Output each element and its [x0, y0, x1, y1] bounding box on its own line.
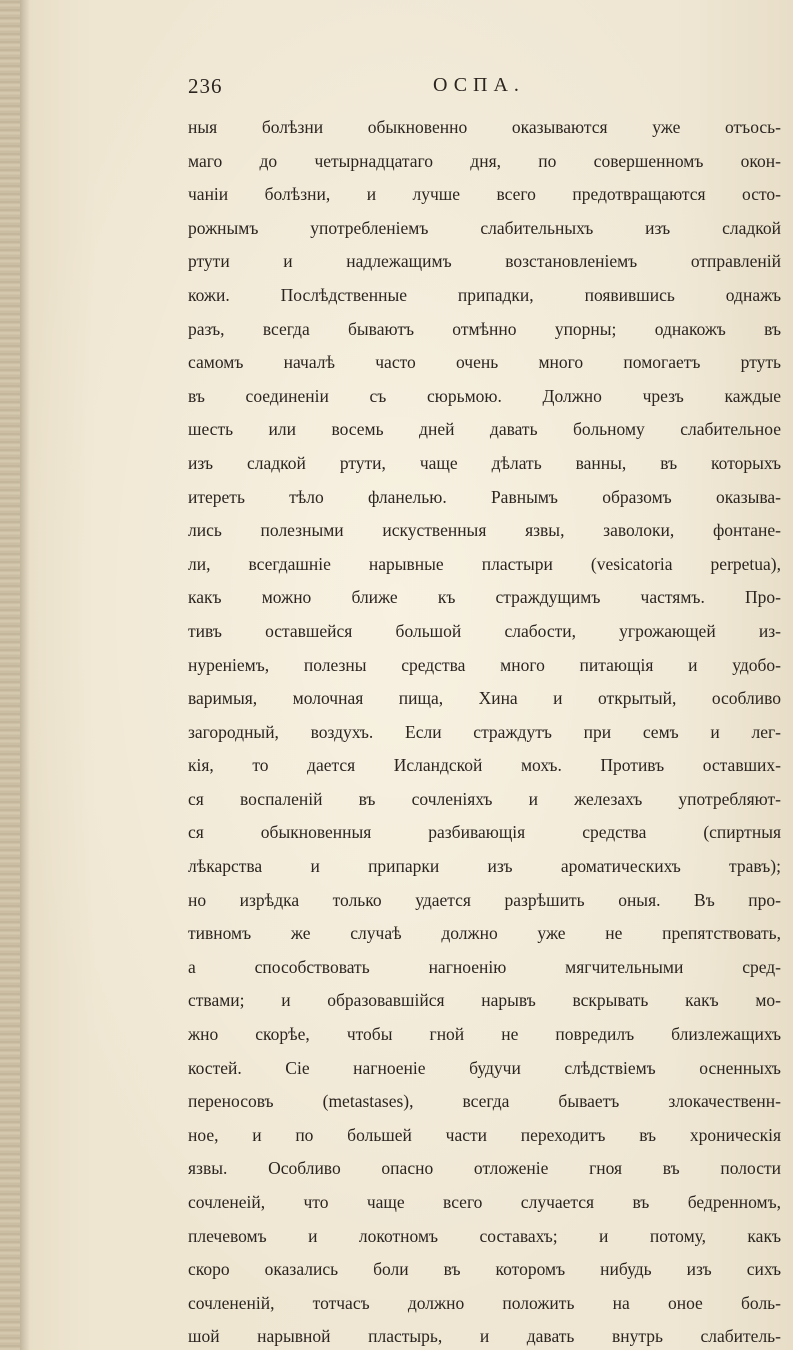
text-line: ся воспаленій въ сочленіяхъ и железахъ употребляют-	[188, 788, 781, 809]
text-line: тивъ оставшейся большой слабости, угрожающей из-	[188, 620, 781, 641]
text-line: изъ сладкой ртути, чаще дѣлать ванны, въ которыхъ	[188, 452, 781, 473]
text-line: ртути и надлежащимъ возстановленіемъ отправленій	[188, 251, 781, 272]
text-line: а способствовать нагноенію мягчительными сред-	[188, 956, 781, 977]
text-line: нуреніемъ, полезны средства много питающія и удобо-	[188, 654, 781, 675]
text-line: тивномъ же случаѣ должно уже не препятствовать,	[188, 923, 781, 944]
text-line: итереть тѣло фланелью. Равнымъ образомъ оказыва-	[188, 486, 781, 507]
text-line: лись полезными искуственныя язвы, заволоки, фонтане-	[188, 520, 781, 541]
text-line: маго до четырнадцатаго дня, по совершенномъ окон-	[188, 150, 781, 171]
text-line: скоро оказались боли въ которомъ нибудь изъ сихъ	[188, 1259, 781, 1280]
text-line: шой нарывной пластырь, и давать внутрь слабитель-	[188, 1326, 781, 1347]
binding-shadow	[20, 0, 30, 1350]
text-line: сочлененій, тотчасъ должно положить на оное боль-	[188, 1292, 781, 1313]
text-line: рожнымъ употребленіемъ слабительныхъ изъ сладкой	[188, 217, 781, 238]
text-line: загородный, воздухъ. Если страждутъ при семъ и лег-	[188, 721, 781, 742]
page-binding-edge	[0, 0, 20, 1350]
text-line: язвы. Особливо опасно отложеніе гноя въ полости	[188, 1158, 781, 1179]
page-header	[188, 74, 708, 104]
text-line: но изрѣдка только удается разрѣшить оныя. Въ про-	[188, 889, 781, 910]
text-line: разъ, всегда бываютъ отмѣнно упорны; однакожъ въ	[188, 318, 781, 339]
text-line: кія, то дается Исландской мохъ. Противъ оставших-	[188, 755, 781, 776]
text-line: ное, и по большей части переходитъ въ хроническія	[188, 1124, 781, 1145]
page-number: 236	[188, 74, 223, 98]
text-line: ли, всегдашніе нарывные пластыри (vesicatoria perpetua),	[188, 553, 781, 574]
text-line: плечевомъ и локотномъ составахъ; и потому, какъ	[188, 1225, 781, 1246]
text-line: кожи. Послѣдственные припадки, появившись однажъ	[188, 284, 781, 305]
text-line: ныя болѣзни обыкновенно оказываются уже отъось-	[188, 117, 781, 137]
running-title: ОСПА.	[433, 74, 525, 96]
text-line: чаніи болѣзни, и лучше всего предотвращаются осто-	[188, 184, 781, 205]
body-text	[188, 111, 781, 1350]
text-line: какъ можно ближе къ страждущимъ частямъ. Про-	[188, 587, 781, 608]
text-line: сочленеій, что чаще всего случается въ бедренномъ,	[188, 1192, 781, 1212]
text-line: лѣкарства и припарки изъ ароматическихъ травъ);	[188, 856, 781, 877]
text-line: самомъ началѣ часто очень много помогаетъ ртуть	[188, 352, 781, 373]
text-line: костей. Сіе нагноеніе будучи слѣдствіемъ осненныхъ	[188, 1057, 781, 1078]
text-line: ствами; и образовавшійся нарывъ вскрывать какъ мо-	[188, 990, 781, 1011]
text-line: варимыя, молочная пища, Хина и открытый, особливо	[188, 688, 781, 709]
text-line: ся обыкновенныя разбивающія средства (спиртныя	[188, 822, 781, 843]
text-line: шесть или восемь дней давать больному слабительное	[188, 419, 781, 440]
text-line: переносовъ (metastases), всегда бываетъ злокачественн-	[188, 1091, 781, 1112]
text-line: въ соединеніи съ сюрьмою. Должно чрезъ каждые	[188, 385, 781, 406]
text-line: жно скорѣе, чтобы гной не повредилъ близлежащихъ	[188, 1024, 781, 1045]
